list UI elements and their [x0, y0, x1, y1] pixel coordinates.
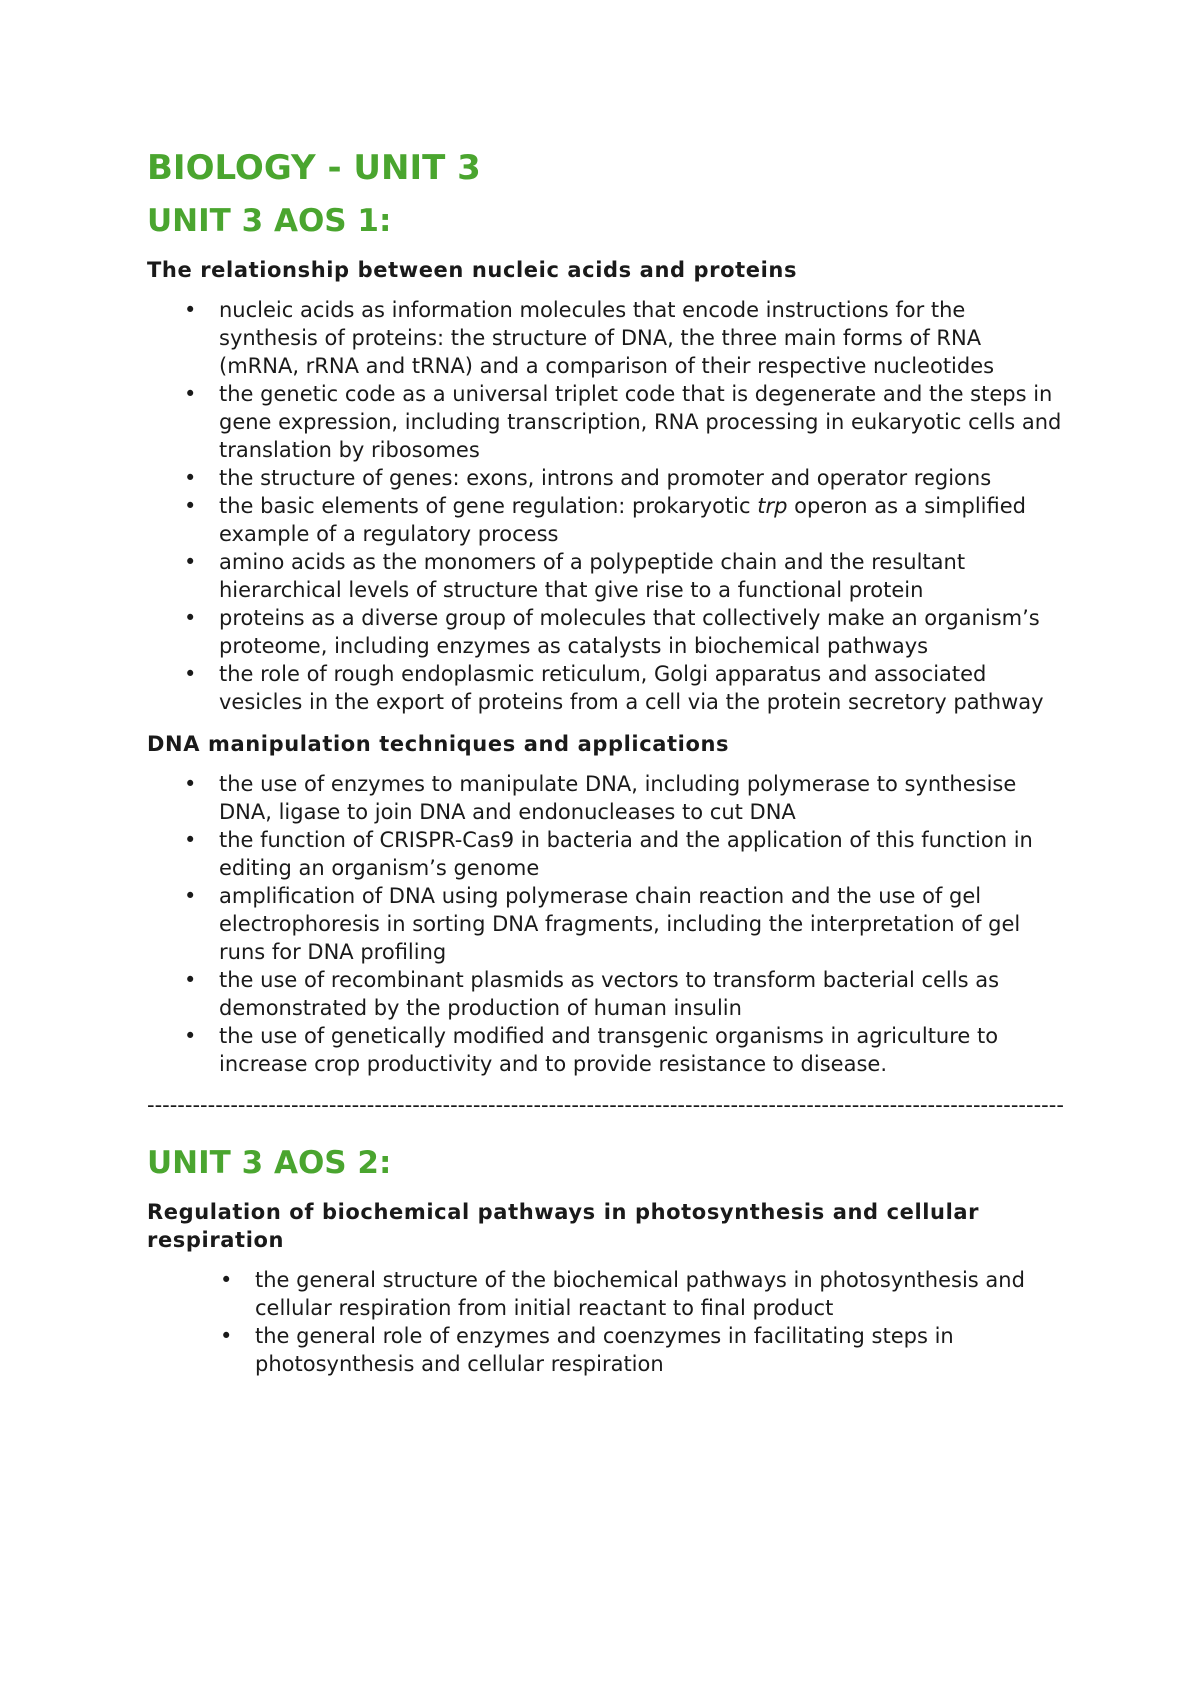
- aos1-heading: UNIT 3 AOS 1:: [147, 203, 392, 239]
- list-item: • the use of genetically modified and transgenic organisms in agriculture to increase crop productivity and to provide resistance to disease.: [184, 1024, 999, 1076]
- bullet-icon: •: [184, 606, 197, 630]
- bullet-icon: •: [184, 494, 197, 518]
- list-item: • the use of recombinant plasmids as vectors to transform bacterial cells as demonstrated by the production of human insulin: [184, 968, 1000, 1020]
- trp-item: the basic elements of gene regulation: prokaryotic trp operon as a simplified example of a regulatory process: [219, 494, 1026, 546]
- list-item: • the role of rough endoplasmic reticulum, Golgi apparatus and associated vesicles in the export of proteins from a cell via the protein secretory pathway: [184, 662, 1044, 714]
- bullet-icon: •: [220, 1324, 233, 1348]
- bullet-icon: •: [184, 298, 197, 322]
- list-item: • the use of enzymes to manipulate DNA, including polymerase to synthesise DNA, ligase to join DNA and endonucleases to cut DNA: [184, 772, 1017, 824]
- list-item: • amplification of DNA using polymerase chain reaction and the use of gel electrophoresis in sorting DNA fragments, including the interpretation of gel runs for DNA profiling: [184, 884, 1021, 964]
- aos2-list-1: [147, 1266, 1067, 1378]
- bullet-icon: •: [184, 772, 197, 796]
- list-item: • the genetic code as a universal triplet code that is degenerate and the steps in gene expression, including transcription, RNA processing in eukaryotic cells and translation by ribosomes: [184, 382, 1062, 462]
- bullet-icon: •: [184, 550, 197, 574]
- bullet-icon: •: [184, 968, 197, 992]
- list-item: • amino acids as the monomers of a polypeptide chain and the resultant hierarchical levels of structure that give rise to a functional protein: [184, 550, 966, 602]
- aos2-subheading-1: Regulation of biochemical pathways in photosynthesis and cellular respiration: [147, 1200, 980, 1252]
- list-item: • proteins as a diverse group of molecules that collectively make an organism’s proteome, including enzymes as catalysts in biochemical pathways: [184, 606, 1040, 658]
- list-item: • nucleic acids as information molecules that encode instructions for the synthesis of proteins: the structure of DNA, the three main forms of RNA (mRNA, rRNA and tRNA) and a comparison of their respective nucleotides: [184, 298, 995, 378]
- aos2-heading: UNIT 3 AOS 2:: [147, 1145, 392, 1181]
- list-item: • the general role of enzymes and coenzymes in facilitating steps in photosynthesis and cellular respiration: [220, 1324, 954, 1376]
- aos1-list-1: [147, 296, 1067, 716]
- bullet-icon: •: [220, 1268, 233, 1292]
- list-item: • the general structure of the biochemical pathways in photosynthesis and cellular respiration from initial reactant to final product: [220, 1268, 1025, 1320]
- bullet-icon: •: [184, 662, 197, 686]
- document-title: BIOLOGY - UNIT 3: [147, 148, 481, 188]
- aos1-subheading-2: DNA manipulation techniques and applications: [147, 732, 730, 756]
- section-divider: -------------------------------------------------------------------------------------------------------------------------: [147, 1093, 1064, 1117]
- bullet-icon: •: [184, 382, 197, 406]
- bullet-icon: •: [184, 828, 197, 852]
- list-item: • the structure of genes: exons, introns and promoter and operator regions: [184, 466, 992, 490]
- document-content: [147, 140, 1067, 1392]
- bullet-icon: •: [184, 1024, 197, 1048]
- list-item: [147, 492, 1067, 548]
- bullet-icon: •: [184, 466, 197, 490]
- aos1-list-2: [147, 770, 1067, 1078]
- bullet-icon: •: [184, 884, 197, 908]
- list-item: • the function of CRISPR-Cas9 in bacteria and the application of this function in editing an organism’s genome: [184, 828, 1033, 880]
- aos1-subheading-1: The relationship between nucleic acids and proteins: [147, 258, 798, 282]
